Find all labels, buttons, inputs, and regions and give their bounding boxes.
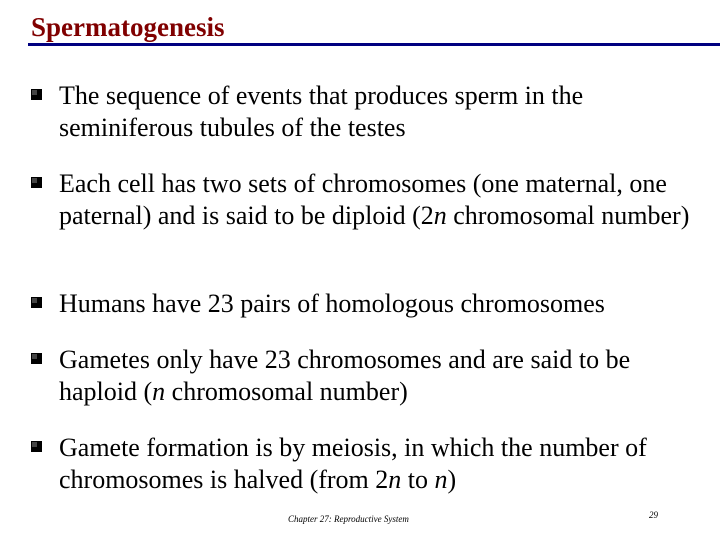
- bullet-text-run: The sequence of events that produces sperm in the seminiferous tubules of the testes: [59, 81, 584, 142]
- square-bullet-icon: [31, 89, 42, 100]
- bullet-text: [59, 432, 703, 496]
- italic-variable: n: [388, 465, 402, 494]
- bullet-text: [59, 288, 703, 320]
- bullet-text: [59, 344, 703, 408]
- bullet-item: [31, 80, 703, 144]
- bullet-text-run: to: [401, 465, 435, 494]
- square-bullet-icon: [31, 441, 42, 452]
- square-bullet-icon: [31, 177, 42, 188]
- bullet-item: [31, 168, 703, 232]
- square-bullet-icon: [31, 353, 42, 364]
- bullet-text-run: Gametes only have 23 chromosomes and are said to be haploid (: [59, 345, 631, 406]
- italic-variable: n: [433, 201, 447, 230]
- bullet-text-run: Humans have 23 pairs of homologous chromosomes: [59, 289, 605, 318]
- bullet-text: [59, 168, 703, 232]
- square-bullet-icon: [31, 297, 42, 308]
- bullet-item: [31, 288, 703, 320]
- page-number: 29: [649, 510, 658, 520]
- title-underline: [28, 43, 720, 46]
- slide-footer: Chapter 27: Reproductive System: [288, 514, 409, 524]
- italic-variable: n: [434, 465, 448, 494]
- bullet-item: [31, 344, 703, 408]
- bullet-text-run: Gamete formation is by meiosis, in which the number of chromosomes is halved (from 2: [59, 433, 647, 494]
- bullet-text: [59, 80, 703, 144]
- slide-title: Spermatogenesis: [31, 12, 225, 42]
- bullet-text-run: chromosomal number): [446, 201, 690, 230]
- bullet-text-run: chromosomal number): [165, 377, 408, 406]
- bullet-text-run: Each cell has two sets of chromosomes (one maternal, one paternal) and is said to be diploid (2: [59, 169, 667, 230]
- bullet-item: [31, 432, 703, 496]
- italic-variable: n: [152, 377, 166, 406]
- bullet-text-run: ): [447, 465, 457, 494]
